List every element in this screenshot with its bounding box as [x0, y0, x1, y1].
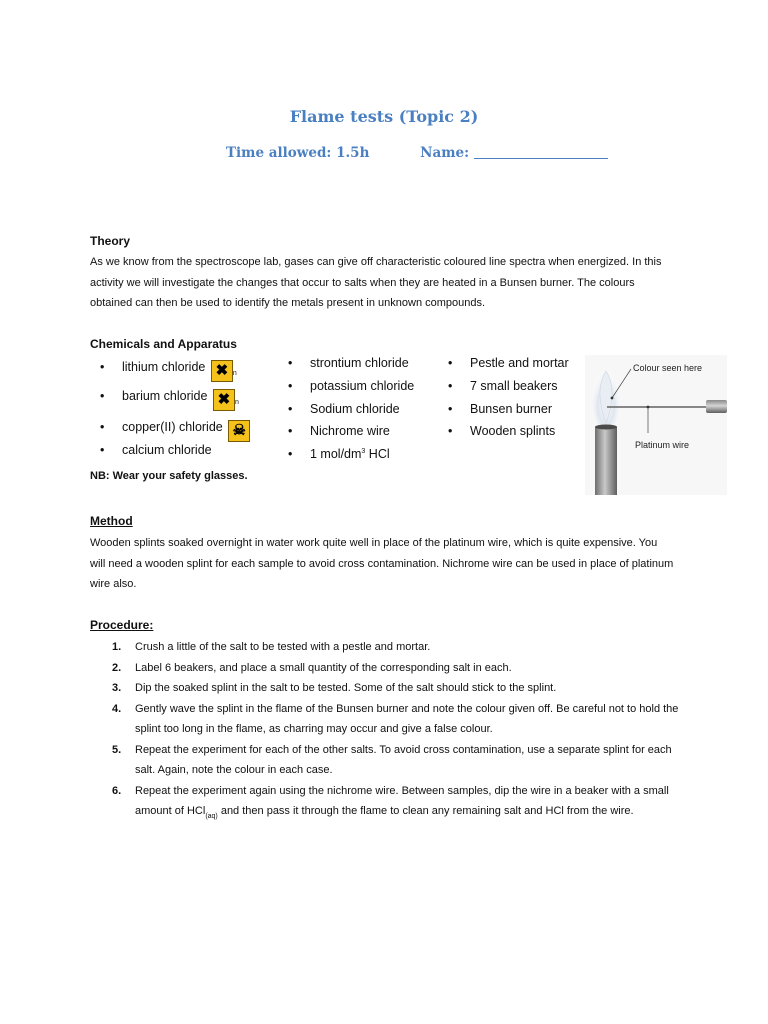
procedure-step: 6. Repeat the experiment again using the nichrome wire. Between samples, dip the wire in a beaker with a small amount of HCl$_{(aq)}$ and then pass it through the flame to clean any remaining salt and HCl from the wire.: [112, 784, 669, 820]
list-item: • potassium chloride: [288, 379, 415, 393]
glass-rod: [706, 400, 727, 413]
theory-heading: Theory: [90, 234, 131, 248]
platinum-wire-label: Platinum wire: [635, 440, 690, 450]
chemicals-heading: Chemicals and Apparatus: [90, 337, 237, 351]
name-label: Name:: [420, 145, 470, 161]
procedure-list: [90, 637, 680, 828]
theory-text: As we know from the spectroscope lab, gases can give off characteristic coloured line spectra when energized. In this activity we will investigate the changes that occur to salts when they are heated in a Bunsen burner. The colours obtained can then be used to identify the metals present in unknown compounds.: [90, 256, 662, 309]
list-item: • 1 mol/$dm^3$ HCl: [288, 447, 390, 461]
procedure-step: 5. Repeat the experiment for each of the other salts. To avoid cross contamination, use a separate splint for each salt. Again, note the colour in each case.: [112, 743, 672, 776]
list-item: • 7 small beakers: [448, 379, 558, 393]
list-item: • barium chloride ✖ $_n$: [100, 389, 239, 411]
procedure-step: 4. Gently wave the splint in the flame of the Bunsen burner and note the colour given off. Be careful not to hold the splint too long in the flame, as charring may occur and give a false colour.: [112, 702, 679, 735]
procedure-step: 1. Crush a little of the salt to be tested with a pestle and mortar.: [112, 641, 431, 653]
toxic-hazard-icon: ☠: [228, 420, 250, 442]
procedure-step: 2. Label 6 beakers, and place a small quantity of the corresponding salt in each.: [112, 661, 512, 674]
name-blank-line: [474, 146, 608, 159]
list-item: • Sodium chloride: [288, 402, 400, 416]
safety-note: NB: Wear your safety glasses.: [90, 470, 248, 482]
list-item: • copper(II) chloride ☠: [100, 420, 250, 442]
colour-seen-label: Colour seen here: [633, 363, 703, 373]
name-field: [420, 145, 608, 161]
procedure-heading: Procedure:: [90, 618, 154, 632]
method-heading: Method: [90, 514, 133, 528]
page-title: Flame tests (Topic 2): [289, 107, 479, 126]
subtitle-row: [226, 145, 608, 161]
list-item: • Nichrome wire: [288, 424, 390, 438]
list-item: • Wooden splints: [448, 424, 556, 438]
list-item: • strontium chloride: [288, 356, 409, 370]
burner-tube: [595, 427, 617, 495]
procedure-step: 3. Dip the soaked splint in the salt to be tested. Some of the salt should stick to the splint.: [112, 682, 557, 694]
harmful-hazard-icon: ✖: [211, 360, 233, 382]
method-text: Wooden splints soaked overnight in water work quite well in place of the platinum wire, which is quite expensive. You will need a wooden splint for each sample to avoid cross contamination. Nichrome wire can be used in place of platinum wire also.: [90, 537, 674, 590]
list-item: • Bunsen burner: [448, 402, 553, 416]
list-item: • Pestle and mortar: [448, 356, 569, 370]
list-item: • lithium chloride ✖ $_n$: [100, 360, 237, 382]
harmful-hazard-icon: ✖: [213, 389, 235, 411]
time-allowed: Time allowed: 1.5h: [226, 145, 370, 161]
flame-test-diagram: [585, 355, 727, 495]
list-item: • calcium chloride: [100, 443, 212, 457]
